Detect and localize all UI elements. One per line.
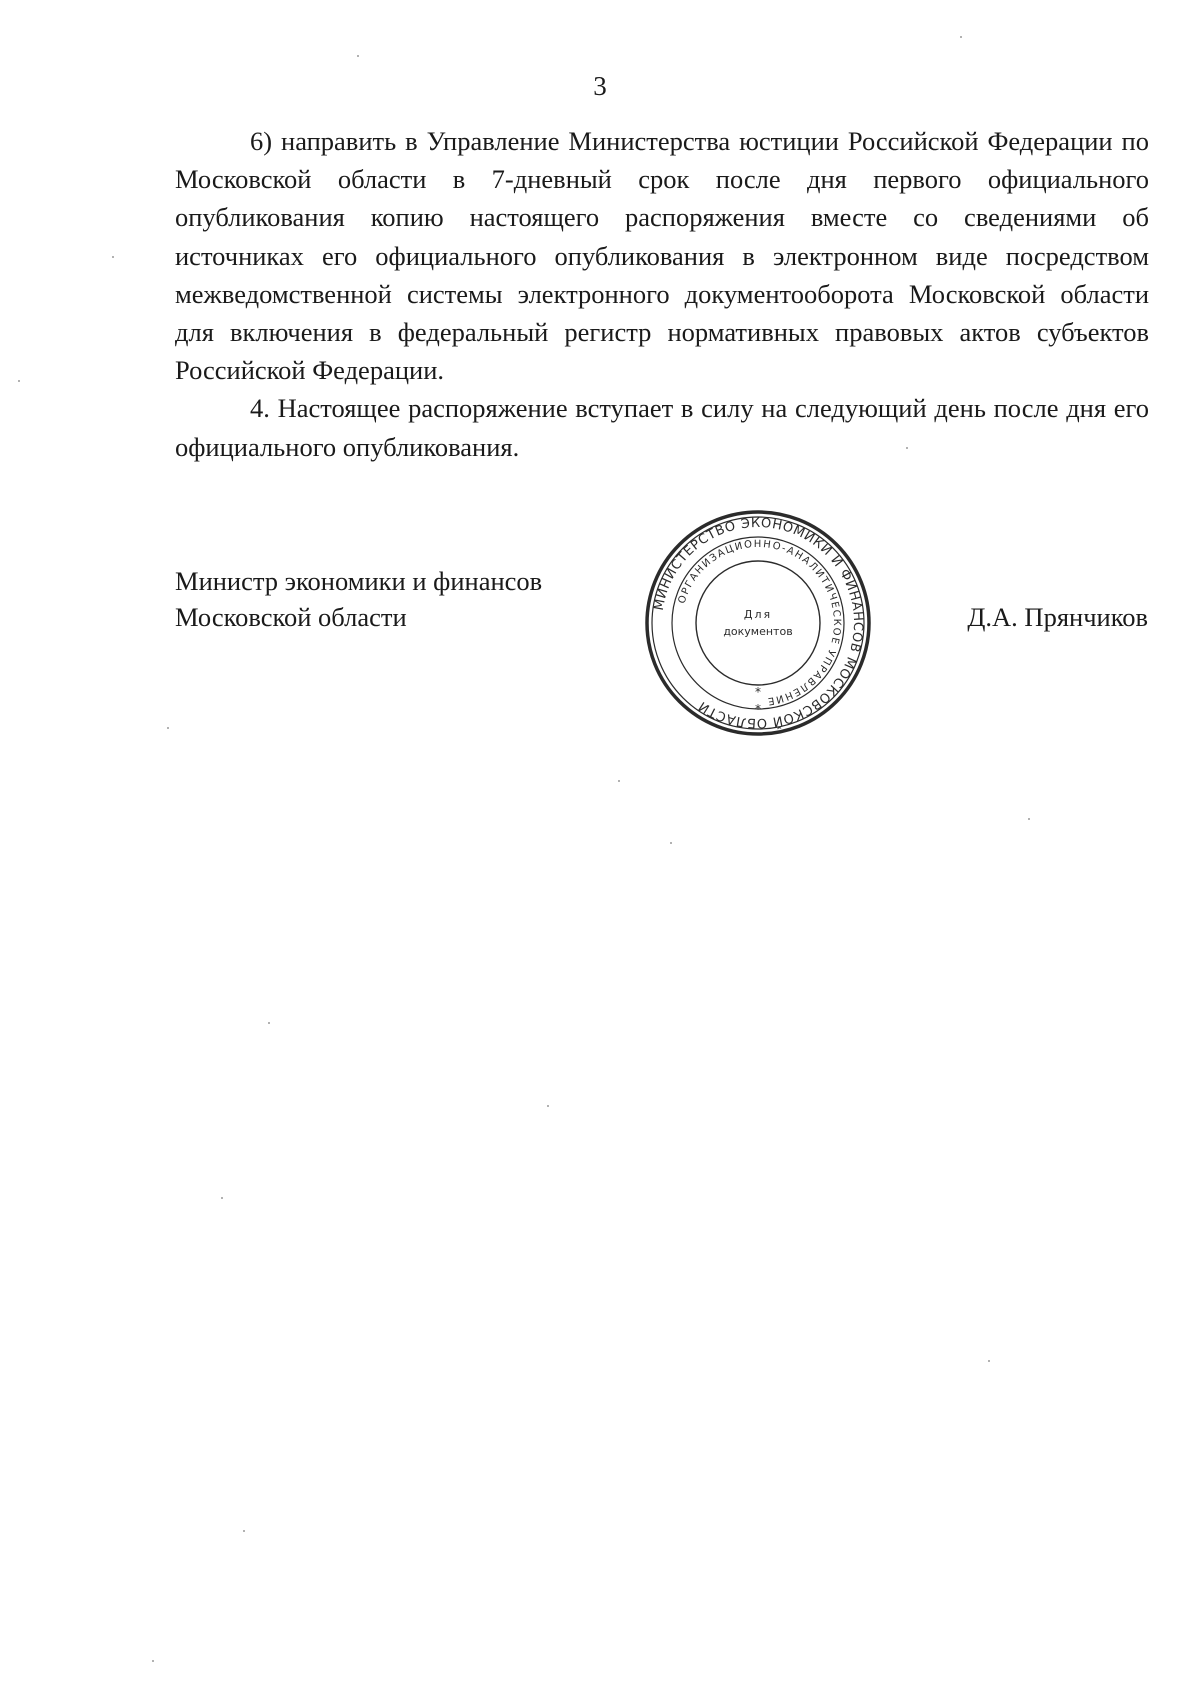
scan-speck: [112, 256, 114, 258]
svg-text:*: *: [755, 685, 761, 699]
signer-name: Д.А. Прянчиков: [967, 602, 1148, 632]
scan-speck: [152, 1660, 154, 1662]
scan-speck: [670, 842, 672, 844]
scan-speck: [618, 780, 620, 782]
scan-speck: [547, 1105, 549, 1107]
scan-speck: [243, 1530, 245, 1532]
paragraph-clause-4: 4. Настоящее распоряжение вступает в силу на следующий день после дня его официального опубликования.: [175, 393, 1149, 462]
stamp-inner-text: [677, 539, 842, 707]
scan-speck: [357, 55, 359, 57]
scan-speck: [18, 380, 20, 382]
scan-speck: [221, 1197, 223, 1199]
stamp-center-line-2: документов: [723, 625, 793, 638]
scan-speck: [268, 1022, 270, 1024]
stamp-middle-ring: [672, 537, 844, 709]
scan-speck: [988, 1360, 990, 1362]
signer-title-line-2: Московской области: [175, 602, 407, 632]
signer-title: [175, 563, 635, 635]
scan-speck: [906, 447, 908, 449]
official-stamp: [643, 508, 873, 738]
stamp-center-line-1: Для: [743, 608, 773, 621]
paragraph-item-6: 6) направить в Управление Министерства юстиции Российской Федерации по Московской области в 7-дневный срок после дня первого официального опубликования копию настоящего распоряжения вместе со сведениями об источниках его официального опубликования в электронном виде посредством межведомственной системы электронного документооборота Московской области для включения в федеральный регистр нормативных правовых актов субъектов Российской Федерации.: [175, 126, 1149, 386]
stamp-inner-ring: [696, 561, 820, 685]
scan-speck: [960, 36, 962, 38]
scan-speck: [167, 727, 169, 729]
page-number: 3: [593, 71, 607, 101]
signer-title-line-1: Министр экономики и финансов: [175, 566, 543, 596]
document-body: [175, 122, 1149, 466]
scan-speck: [1028, 818, 1030, 820]
stamp-inner-textpath: ОРГАНИЗАЦИОННО-АНАЛИТИЧЕСКОЕ УПРАВЛЕНИЕ: [676, 538, 843, 707]
svg-text:*: *: [755, 702, 761, 716]
stamp-outer-textpath: МИНИСТЕРСТВО ЭКОНОМИКИ И ФИНАНСОВ МОСКОВСКОЙ ОБЛАСТИ: [651, 515, 866, 731]
stamp-asterisk-icon: [755, 685, 761, 716]
